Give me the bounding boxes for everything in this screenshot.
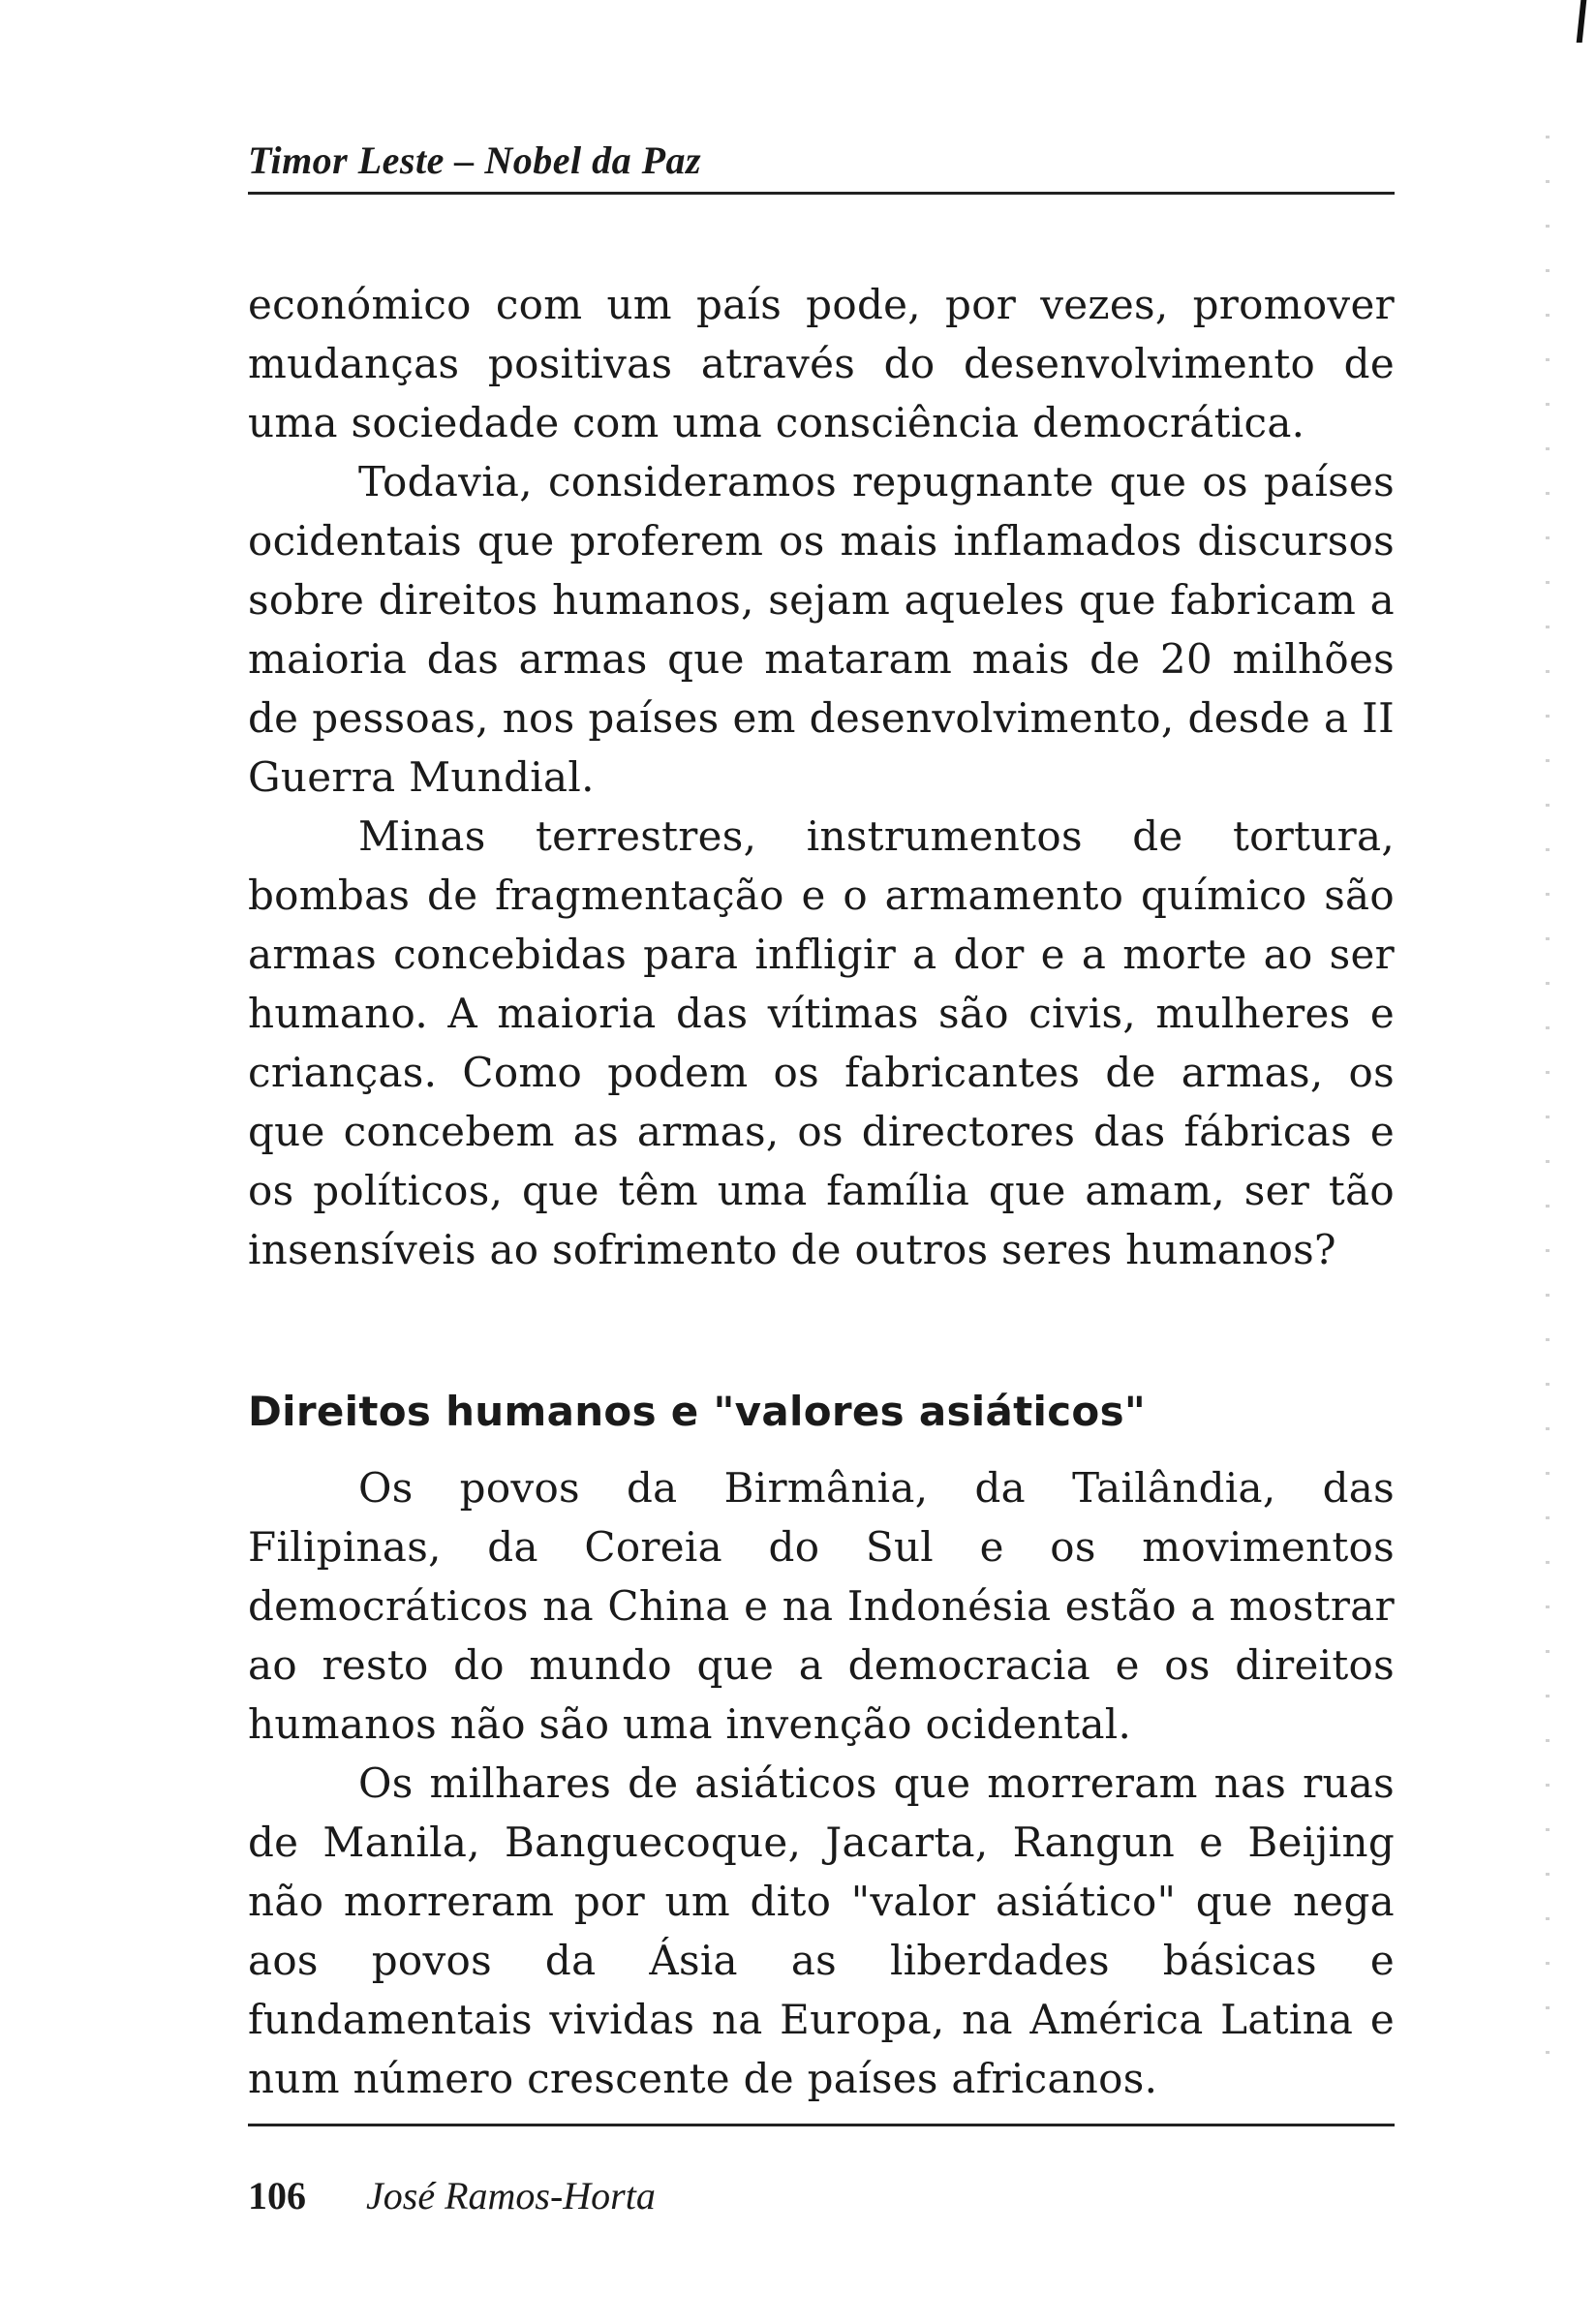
page-footer: [248, 2173, 656, 2218]
footer-author: José Ramos-Horta: [366, 2174, 656, 2217]
scan-corner-mark: [1577, 0, 1587, 43]
paragraph-3: Minas terrestres, instrumentos de tortura, bombas de fragmentação e o armamento químico são armas concebidas para infligir a dor e a morte ao ser humano. A maioria das vítimas são civis, mulheres e crianças. Como podem os fabricantes de armas, os que concebem as armas, os directores das fábricas e os políticos, que têm uma família que amam, ser tão insensíveis ao sofrimento de outros seres humanos?: [248, 812, 1395, 1273]
scan-edge-specks: [1546, 136, 1550, 2072]
paragraph-4: Os povos da Birmânia, da Tailândia, das Filipinas, da Coreia do Sul e os movimentos democráticos na China e na Indonésia estão a mostrar ao resto do mundo que a democracia e os direitos humanos não são uma invenção ocidental.: [248, 1464, 1395, 1748]
page-number: 106: [248, 2174, 306, 2217]
paragraph-5: Os milhares de asiáticos que morreram nas ruas de Manila, Banguecoque, Jacarta, Rangun e Beijing não morreram por um dito "valor asiático" que nega aos povos da Ásia as liberdades básicas e fundamentais vividas na Europa, na América Latina e num número crescente de países africanos.: [248, 1759, 1395, 2102]
running-header: Timor Leste – Nobel da Paz: [248, 138, 702, 182]
footer-rule: [248, 2124, 1395, 2126]
paragraph-1: económico com um país pode, por vezes, promover mudanças positivas através do desenvolvimento de uma sociedade com uma consciência democrática.: [248, 281, 1395, 446]
page-body: [248, 275, 1395, 2108]
paragraph-2: Todavia, consideramos repugnante que os países ocidentais que proferem os mais inflamados discursos sobre direitos humanos, sejam aqueles que fabricam a maioria das armas que mataram mais de 20 milhões de pessoas, nos países em desenvolvimento, desde a II Guerra Mundial.: [248, 458, 1395, 801]
header-rule: [248, 192, 1395, 195]
section-heading: Direitos humanos e "valores asiáticos": [248, 1388, 1147, 1435]
